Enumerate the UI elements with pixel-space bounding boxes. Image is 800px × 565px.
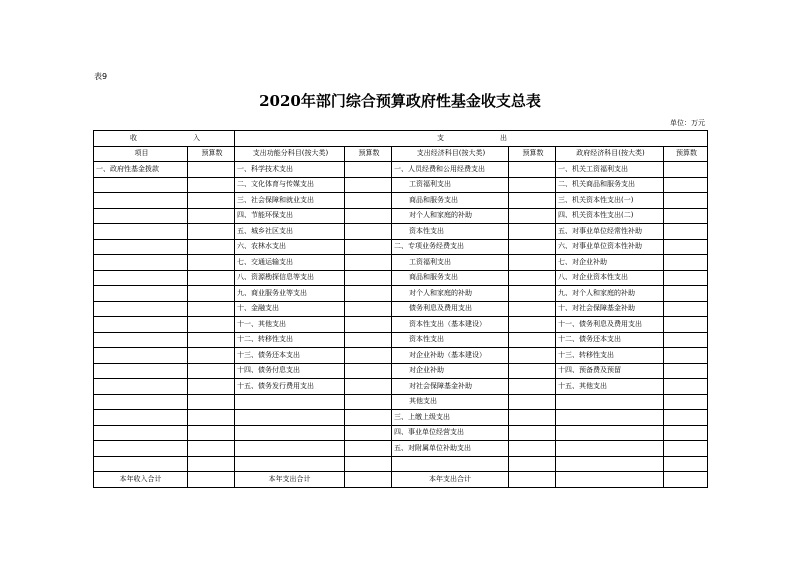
budget-cell [509,317,556,333]
gov-item-cell: 二、机关商品和服务支出 [556,177,664,193]
budget-cell [188,425,235,441]
budget-cell [509,332,556,348]
gov-total-label [556,472,664,488]
budget-cell [345,301,392,317]
budget-cell [188,255,235,271]
gov-item-cell: 十五、其他支出 [556,379,664,395]
col-header-function: 支出功能分科目(按大类) [235,146,345,162]
income-item-cell [94,177,188,193]
income-item-cell [94,301,188,317]
budget-cell [345,317,392,333]
economic-total-label: 本年支出合计 [392,472,509,488]
budget-cell [188,162,235,178]
budget-cell [188,472,235,488]
income-total-label: 本年收入合计 [94,472,188,488]
budget-cell [188,177,235,193]
income-item-cell [94,332,188,348]
budget-cell [509,270,556,286]
gov-item-cell [556,441,664,457]
column-header-row [94,146,708,162]
income-item-cell [94,394,188,410]
table-row [94,317,708,333]
income-item-cell [94,425,188,441]
economic-item-cell: 对个人和家庭的补助 [392,286,509,302]
budget-cell [188,332,235,348]
budget-cell [188,456,235,472]
budget-cell [509,394,556,410]
budget-cell [345,410,392,426]
budget-cell [345,456,392,472]
function-item-cell: 十四、债务付息支出 [235,363,345,379]
income-item-cell [94,363,188,379]
economic-item-cell: 资本性支出 [392,224,509,240]
table-row [94,193,708,209]
col-header-item: 项目 [94,146,188,162]
budget-cell [664,177,708,193]
col-header-budget: 预算数 [345,146,392,162]
gov-item-cell [556,394,664,410]
function-item-cell [235,410,345,426]
budget-cell [664,332,708,348]
budget-cell [345,193,392,209]
gov-item-cell: 六、对事业单位资本性补助 [556,239,664,255]
table-row [94,332,708,348]
budget-cell [345,363,392,379]
function-item-cell: 四、节能环保支出 [235,208,345,224]
section-header-row [94,131,708,147]
table-row [94,208,708,224]
budget-cell [188,441,235,457]
economic-item-cell [392,456,509,472]
budget-cell [345,425,392,441]
budget-cell [345,162,392,178]
budget-cell [345,472,392,488]
budget-cell [188,317,235,333]
income-item-cell [94,224,188,240]
budget-cell [188,363,235,379]
table-row [94,224,708,240]
income-item-cell [94,239,188,255]
budget-cell [345,270,392,286]
table-row [94,301,708,317]
income-item-cell [94,286,188,302]
budget-cell [345,255,392,271]
budget-cell [509,441,556,457]
budget-cell [188,379,235,395]
table-row [94,162,708,178]
budget-cell [664,441,708,457]
table-row [94,363,708,379]
function-item-cell: 二、文化体育与传媒支出 [235,177,345,193]
economic-item-cell: 一、人员经费和公用经费支出 [392,162,509,178]
economic-item-cell: 五、对附属单位补助支出 [392,441,509,457]
table-row [94,410,708,426]
budget-cell [345,177,392,193]
budget-cell [509,410,556,426]
col-header-gov-economic: 政府经济科目(按大类) [556,146,664,162]
budget-cell [345,332,392,348]
gov-item-cell: 三、机关资本性支出(一) [556,193,664,209]
totals-row [94,472,708,488]
function-item-cell: 十五、债务发行费用支出 [235,379,345,395]
gov-item-cell: 十三、转移性支出 [556,348,664,364]
income-item-cell [94,317,188,333]
table-row [94,239,708,255]
budget-cell [188,410,235,426]
income-item-cell [94,441,188,457]
budget-cell [664,317,708,333]
economic-item-cell: 对企业补助 [392,363,509,379]
function-item-cell: 一、科学技术支出 [235,162,345,178]
budget-cell [664,348,708,364]
economic-item-cell: 资本性支出 [392,332,509,348]
function-total-label: 本年支出合计 [235,472,345,488]
budget-cell [188,239,235,255]
table-row [94,379,708,395]
economic-item-cell: 债务利息及费用支出 [392,301,509,317]
budget-cell [345,394,392,410]
budget-cell [509,224,556,240]
budget-cell [509,162,556,178]
budget-cell [509,363,556,379]
budget-cell [664,224,708,240]
economic-item-cell: 对企业补助（基本建设） [392,348,509,364]
economic-item-cell: 商品和服务支出 [392,193,509,209]
function-item-cell: 十一、其他支出 [235,317,345,333]
col-header-budget: 预算数 [188,146,235,162]
gov-item-cell: 五、对事业单位经常性补助 [556,224,664,240]
gov-item-cell: 九、对个人和家庭的补助 [556,286,664,302]
gov-item-cell: 十、对社会保障基金补助 [556,301,664,317]
function-item-cell: 九、商业服务业等支出 [235,286,345,302]
budget-cell [509,379,556,395]
budget-cell [509,193,556,209]
function-item-cell [235,425,345,441]
budget-cell [345,348,392,364]
budget-cell [188,301,235,317]
economic-item-cell: 资本性支出（基本建设） [392,317,509,333]
budget-cell [188,348,235,364]
table-row [94,441,708,457]
budget-cell [664,255,708,271]
table-row [94,255,708,271]
gov-item-cell: 十二、债务还本支出 [556,332,664,348]
budget-cell [664,162,708,178]
gov-item-cell: 七、对企业补助 [556,255,664,271]
budget-cell [345,239,392,255]
gov-item-cell: 十四、预备费及预留 [556,363,664,379]
gov-item-cell [556,456,664,472]
income-item-cell [94,348,188,364]
budget-cell [664,270,708,286]
page-title: 2020年部门综合预算政府性基金收支总表 [259,92,541,110]
budget-cell [509,177,556,193]
economic-item-cell: 对个人和家庭的补助 [392,208,509,224]
economic-item-cell: 对社会保障基金补助 [392,379,509,395]
col-header-budget: 预算数 [664,146,708,162]
budget-cell [188,286,235,302]
budget-cell [188,193,235,209]
expense-section-header: 支 出 [235,131,708,147]
gov-item-cell: 一、机关工资福利支出 [556,162,664,178]
table-row [94,394,708,410]
table-row [94,456,708,472]
function-item-cell: 六、农林水支出 [235,239,345,255]
function-item-cell: 七、交通运输支出 [235,255,345,271]
economic-item-cell: 三、上缴上级支出 [392,410,509,426]
income-item-cell [94,379,188,395]
budget-cell [664,301,708,317]
budget-cell [509,472,556,488]
income-item-cell [94,410,188,426]
income-item-cell [94,193,188,209]
budget-cell [188,270,235,286]
budget-cell [664,208,708,224]
income-item-cell [94,270,188,286]
gov-item-cell [556,425,664,441]
budget-cell [188,394,235,410]
budget-cell [188,208,235,224]
budget-cell [188,224,235,240]
income-item-cell [94,255,188,271]
income-item-cell: 一、政府性基金拨款 [94,162,188,178]
budget-cell [664,239,708,255]
gov-item-cell: 十一、债务利息及费用支出 [556,317,664,333]
function-item-cell: 十三、债务还本支出 [235,348,345,364]
budget-cell [509,301,556,317]
budget-cell [664,456,708,472]
economic-item-cell: 其他支出 [392,394,509,410]
budget-cell [664,193,708,209]
income-item-cell [94,456,188,472]
function-item-cell: 八、资源勘探信息等支出 [235,270,345,286]
budget-cell [345,286,392,302]
budget-cell [664,379,708,395]
budget-table [93,130,708,488]
budget-cell [509,208,556,224]
table-row [94,286,708,302]
budget-cell [664,363,708,379]
function-item-cell: 十、金融支出 [235,301,345,317]
budget-cell [509,255,556,271]
sheet-label: 表9 [94,72,108,81]
col-header-budget: 预算数 [509,146,556,162]
budget-cell [509,348,556,364]
gov-item-cell [556,410,664,426]
budget-cell [509,456,556,472]
budget-cell [664,410,708,426]
function-item-cell: 三、社会保障和就业支出 [235,193,345,209]
budget-cell [509,425,556,441]
budget-cell [345,224,392,240]
economic-item-cell: 工资福利支出 [392,255,509,271]
economic-item-cell: 工资福利支出 [392,177,509,193]
budget-cell [345,208,392,224]
budget-cell [664,286,708,302]
function-item-cell [235,394,345,410]
unit-label: 单位：万元 [670,119,705,127]
col-header-economic: 支出经济科目(按大类) [392,146,509,162]
gov-item-cell: 八、对企业资本性支出 [556,270,664,286]
budget-cell [509,286,556,302]
function-item-cell: 五、城乡社区支出 [235,224,345,240]
function-item-cell: 十二、转移性支出 [235,332,345,348]
table-row [94,348,708,364]
budget-cell [509,239,556,255]
function-item-cell [235,456,345,472]
budget-cell [664,394,708,410]
budget-cell [664,425,708,441]
budget-cell [664,472,708,488]
income-item-cell [94,208,188,224]
table-row [94,270,708,286]
budget-cell [345,441,392,457]
gov-item-cell: 四、机关资本性支出(二) [556,208,664,224]
table-row [94,177,708,193]
income-section-header: 收 入 [94,131,235,147]
budget-cell [345,379,392,395]
function-item-cell [235,441,345,457]
economic-item-cell: 二、专项业务经费支出 [392,239,509,255]
economic-item-cell: 商品和服务支出 [392,270,509,286]
table-row [94,425,708,441]
economic-item-cell: 四、事业单位经营支出 [392,425,509,441]
